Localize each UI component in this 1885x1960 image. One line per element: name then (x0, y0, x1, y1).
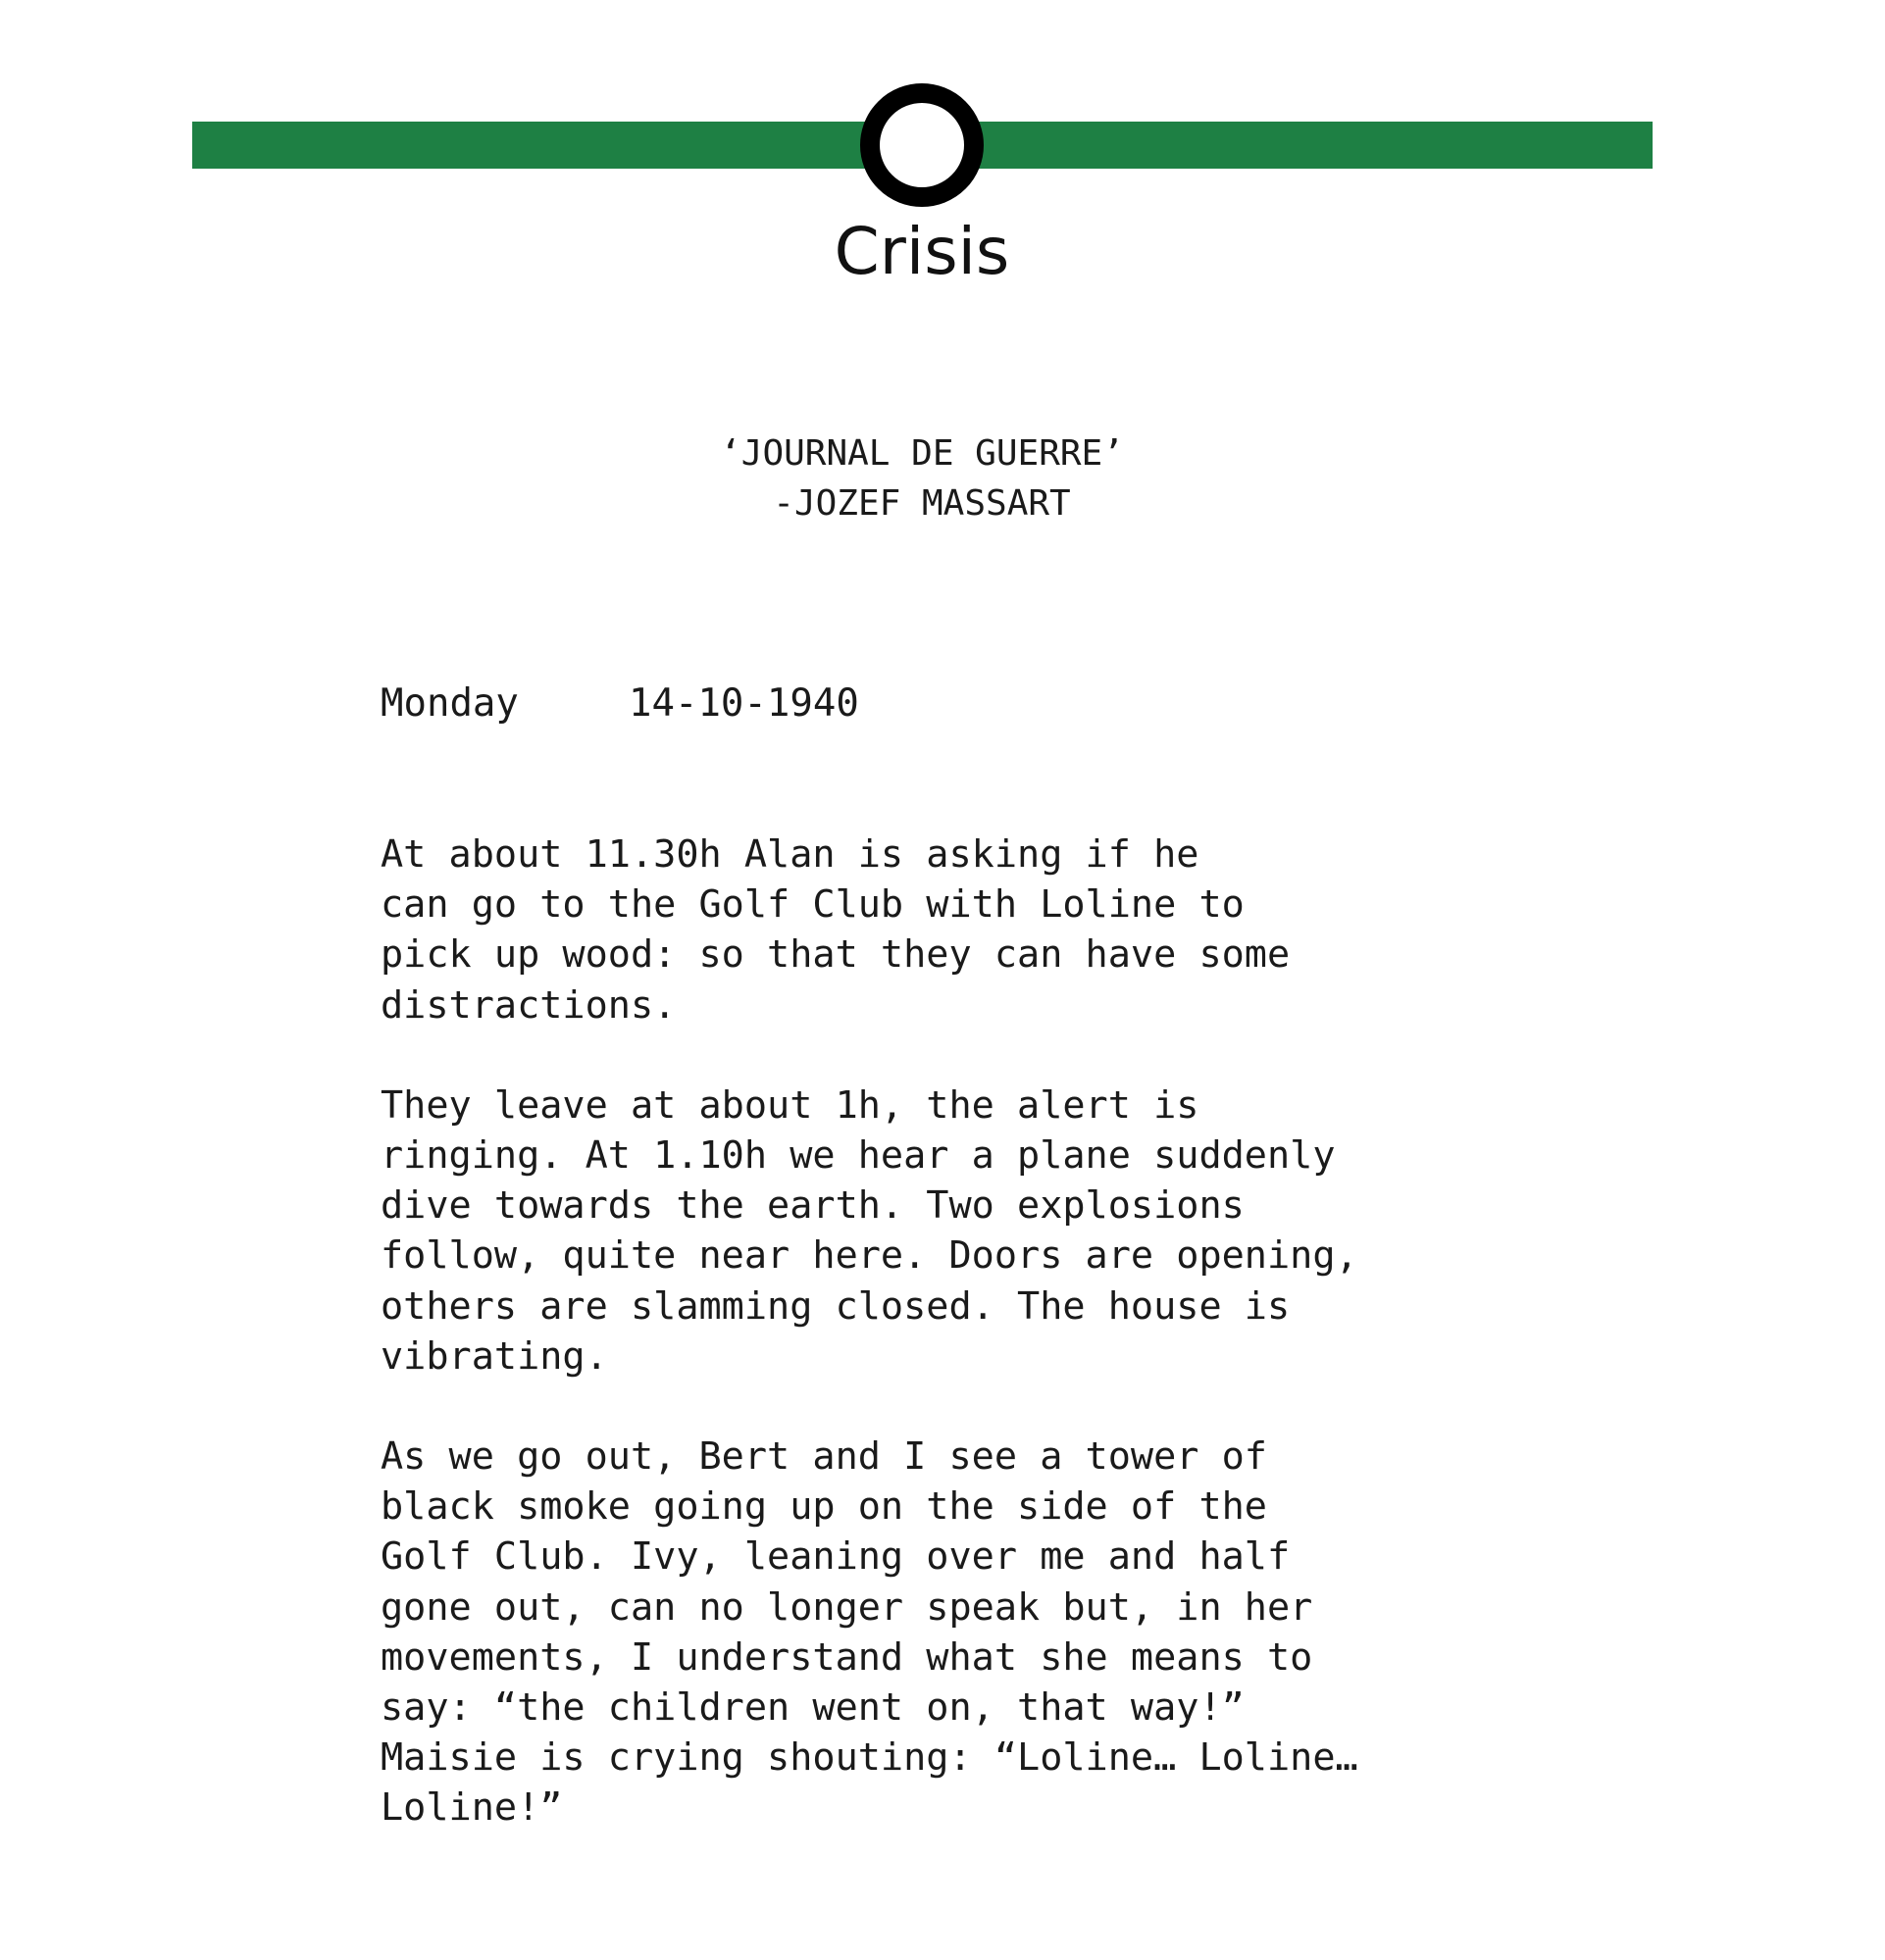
text-line: black smoke going up on the side of the (381, 1484, 1267, 1530)
entry-paragraph-3 (381, 1432, 1557, 1834)
entry-paragraph-1 (381, 829, 1557, 1030)
text-line: movements, I understand what she means to (381, 1634, 1313, 1680)
text-line: pick up wood: so that they can have some (381, 932, 1291, 978)
text-line: At about 11.30h Alan is asking if he (381, 832, 1199, 877)
page-title: Crisis (834, 214, 1010, 289)
text-line: They leave at about 1h, the alert is (381, 1082, 1199, 1128)
text-line: As we go out, Bert and I see a tower of (381, 1434, 1267, 1480)
text-line: can go to the Golf Club with Loline to (381, 882, 1245, 928)
entry-body (381, 829, 1557, 1884)
text-line: dive towards the earth. Two explosions (381, 1183, 1245, 1229)
journal-author: -JOZEF MASSART (773, 483, 1071, 524)
text-line: gone out, can no longer speak but, in her (381, 1584, 1313, 1630)
entry-date-line (381, 678, 859, 729)
text-line: follow, quite near here. Doors are opening, (381, 1233, 1358, 1279)
entry-date: 14-10-1940 (629, 681, 859, 726)
text-line: ringing. At 1.10h we hear a plane suddenly (381, 1133, 1336, 1179)
entry-paragraph-2 (381, 1081, 1557, 1382)
text-line: vibrating. (381, 1333, 608, 1379)
text-line: Maisie is crying shouting: “Loline… Loline… (381, 1735, 1358, 1781)
entry-day: Monday (381, 681, 519, 726)
text-line: Golf Club. Ivy, leaning over me and half (381, 1534, 1291, 1580)
journal-title: ‘JOURNAL DE GUERRE’ (720, 433, 1124, 474)
text-line: distractions. (381, 982, 677, 1028)
text-line: others are slamming closed. The house is (381, 1283, 1291, 1329)
text-line: say: “the children went on, that way!” (381, 1685, 1245, 1731)
text-line: Loline!” (381, 1785, 563, 1831)
journal-heading (0, 428, 1844, 528)
ring-icon (860, 83, 984, 207)
